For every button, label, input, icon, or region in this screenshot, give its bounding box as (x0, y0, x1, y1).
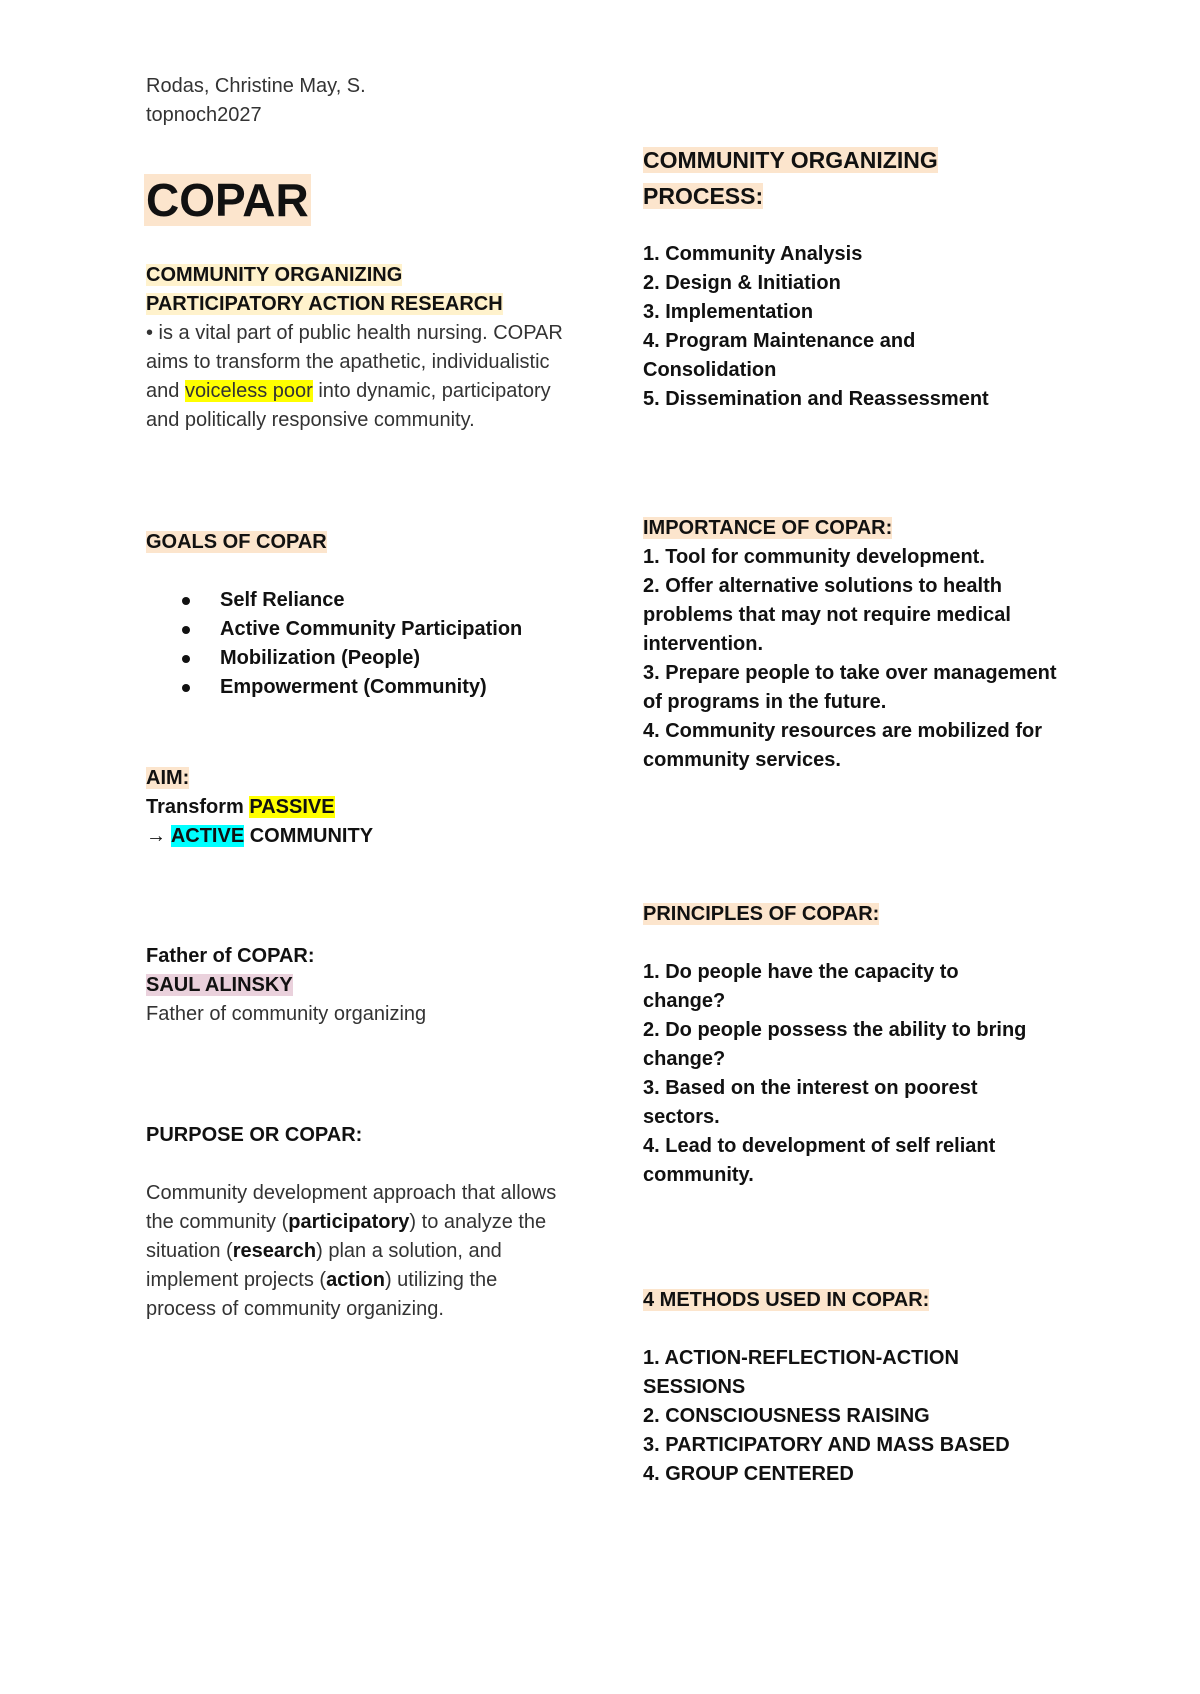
aim-heading: AIM: (146, 767, 190, 789)
username: topnoch2027 (146, 104, 262, 126)
importance-heading: IMPORTANCE OF COPAR: (643, 517, 893, 539)
list-item: 2. Offer alternative solutions to health problems that may not require medical intervention. (643, 575, 1011, 655)
list-item: 1. Community Analysis (643, 243, 863, 265)
bullet-icon (182, 597, 190, 605)
methods-heading: 4 METHODS USED IN COPAR: (643, 1289, 930, 1311)
aim-active-highlight: ACTIVE (170, 825, 245, 847)
methods-list (643, 1344, 1073, 1489)
principles-section (643, 900, 1043, 1190)
father-description: Father of community organizing (146, 1003, 427, 1025)
purpose-heading: PURPOSE OR COPAR: (146, 1124, 363, 1146)
definition-highlight: voiceless poor (184, 380, 313, 402)
principles-list (643, 958, 1043, 1190)
list-item: 4. Community resources are mobilized for community services. (643, 720, 1042, 771)
list-item: 2. Do people possess the ability to bring change? (643, 1019, 1027, 1070)
definition-body-start: • is a vital part of public health nursing. COPAR aims to transform the apathetic, individualistic and (146, 322, 563, 402)
list-item: 3. Prepare people to take over management of programs in the future. (643, 662, 1057, 713)
bullet-icon (182, 655, 190, 663)
father-heading: Father of COPAR: (146, 945, 315, 967)
list-item: 3. Based on the interest on poorest sectors. (643, 1077, 978, 1128)
page-title-text: COPAR (146, 174, 309, 226)
aim-section (146, 764, 586, 851)
list-item: 4. Lead to development of self reliant community. (643, 1135, 996, 1186)
list-item: 1. Do people have the capacity to change? (643, 961, 959, 1012)
list-item: 2. Design & Initiation (643, 272, 841, 294)
purpose-section (146, 1121, 586, 1324)
father-name: SAUL ALINSKY (146, 974, 293, 996)
definition-body-end: into dynamic, participatory and politically responsive community. (146, 380, 551, 431)
purpose-body: Community development approach that allows the community (participatory) to analyze the situation (research) plan a solution, and implement projects (action) utilizing the process of community organizing. (146, 1182, 557, 1320)
list-item: 3. Implementation (643, 301, 814, 323)
bullet-icon (182, 684, 190, 692)
goals-list (0, 586, 746, 702)
aim-line1: Transform PASSIVE (146, 796, 335, 818)
process-heading: COMMUNITY ORGANIZING PROCESS: (643, 147, 938, 209)
goals-heading: GOALS OF COPAR (146, 531, 327, 553)
list-item: 3. PARTICIPATORY AND MASS BASED (643, 1434, 1010, 1456)
importance-section (643, 514, 1073, 775)
page-title (144, 172, 311, 228)
bullet-icon (182, 626, 190, 634)
father-section (146, 942, 586, 1029)
definition-heading-line1: COMMUNITY ORGANIZING (146, 264, 403, 286)
process-section (643, 142, 1073, 414)
definition-heading (146, 261, 586, 319)
list-item: 2. CONSCIOUSNESS RAISING (643, 1405, 930, 1427)
methods-section (643, 1286, 1073, 1489)
list-item: Empowerment (Community) (146, 673, 746, 702)
author-name: Rodas, Christine May, S. (146, 75, 366, 97)
list-item: 4. Program Maintenance and Consolidation (643, 330, 916, 381)
list-item: 1. Tool for community development. (643, 546, 985, 568)
aim-line2: → ACTIVE COMMUNITY (146, 825, 374, 847)
list-item: 4. GROUP CENTERED (643, 1463, 854, 1485)
list-item: Self Reliance (146, 586, 746, 615)
list-item: Active Community Participation (146, 615, 746, 644)
goals-section (146, 528, 586, 702)
principles-heading: PRINCIPLES OF COPAR: (643, 903, 880, 925)
aim-passive-highlight: PASSIVE (249, 796, 335, 818)
process-list (643, 240, 1063, 414)
definition-section (146, 261, 586, 435)
definition-body (146, 319, 586, 435)
list-item: 1. ACTION-REFLECTION-ACTION SESSIONS (643, 1347, 959, 1398)
definition-heading-line2: PARTICIPATORY ACTION RESEARCH (146, 293, 503, 315)
list-item: 5. Dissemination and Reassessment (643, 388, 989, 410)
list-item: Mobilization (People) (146, 644, 746, 673)
